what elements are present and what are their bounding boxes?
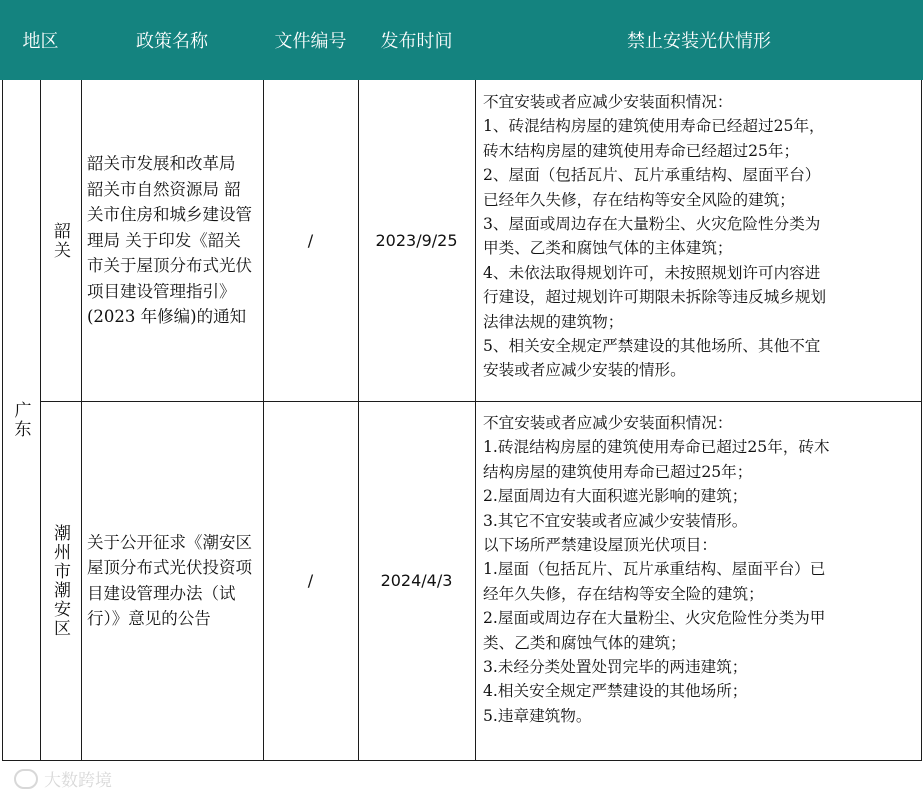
prohibit-line: 甲类、乙类和腐蚀气体的主体建筑； xyxy=(483,239,733,258)
date-cell: 2023/9/25 xyxy=(375,231,458,250)
prohibit-line: 结构房屋的建筑使用寿命已超过25年； xyxy=(483,462,753,481)
prohibit-line: 已经年久失修，存在结构等安全风险的建筑； xyxy=(483,190,795,209)
policy-name-cell xyxy=(81,401,263,760)
prohibit-line: 1、砖混结构房屋的建筑使用寿命已经超过25年， xyxy=(483,117,825,136)
prohibit-line: 5.违章建筑物。 xyxy=(483,706,592,725)
prohibit-line: 安装或者应减少安装的情形。 xyxy=(483,361,686,380)
prohibit-line: 3.其它不宜安装或者应减少安装情形。 xyxy=(483,511,748,530)
policy-name-text: 关于公开征求《潮安区屋顶分布式光伏投资项目建设管理办法（试行）》意见的公告 xyxy=(87,532,252,628)
province-cell: 广东 xyxy=(10,401,31,439)
watermark-logo-icon xyxy=(14,769,38,789)
prohibit-line: 4.相关安全规定严禁建设的其他场所； xyxy=(483,682,748,701)
header-region: 地区 xyxy=(0,0,81,80)
city-cell: 潮州市潮安区 xyxy=(50,523,70,638)
watermark-text: 大数跨境 xyxy=(44,771,112,791)
city-cell: 韶关 xyxy=(50,221,70,260)
prohibit-line: 1.屋面（包括瓦片、瓦片承重结构、屋面平台）已 xyxy=(483,560,826,579)
prohibit-line: 以下场所严禁建设屋顶光伏项目： xyxy=(483,536,717,555)
header-policy: 政策名称 xyxy=(81,0,263,80)
prohibit-line: 经年久失修，存在结构等安全险的建筑； xyxy=(483,584,764,603)
prohibit-line: 3.未经分类处置处罚完毕的两违建筑； xyxy=(483,658,748,677)
prohibit-line: 2.屋面或周边存在大量粉尘、火灾危险性分类为甲 xyxy=(483,609,826,628)
grid-line xyxy=(921,80,922,761)
doc-no-cell: / xyxy=(307,231,314,250)
prohibit-line: 不宜安装或者应减少安装面积情况： xyxy=(483,414,733,432)
prohibit-line: 行建设，超过规划许可期限未拆除等违反城乡规划 xyxy=(483,288,827,307)
prohibit-line: 1.砖混结构房屋的建筑使用寿命已超过25年，砖木 xyxy=(483,438,830,457)
prohibit-line: 不宜安装或者应减少安装面积情况： xyxy=(483,93,733,111)
prohibit-cell xyxy=(475,411,921,760)
prohibit-line: 砖木结构房屋的建筑使用寿命已经超过25年； xyxy=(483,141,800,160)
doc-no-cell: / xyxy=(307,571,314,590)
header-date: 发布时间 xyxy=(358,0,475,80)
date-cell: 2024/4/3 xyxy=(380,571,453,590)
policy-name-text: 韶关市发展和改革局 韶关市自然资源局 韶关市住房和城乡建设管理局 关于印发《韶关市关于屋顶分布式光伏项目建设管理指引》(2023 年修编)的通知 xyxy=(87,154,252,327)
watermark xyxy=(14,766,112,791)
prohibit-line: 类、乙类和腐蚀气体的建筑； xyxy=(483,633,686,652)
prohibit-line: 5、相关安全规定严禁建设的其他场所、其他不宜 xyxy=(483,337,821,356)
prohibit-line: 4、未依法取得规划许可，未按照规划许可内容进 xyxy=(483,263,821,282)
prohibit-line: 3、屋面或周边存在大量粉尘、火灾危险性分类为 xyxy=(483,215,821,234)
policy-name-cell xyxy=(81,80,263,401)
prohibit-line: 法律法规的建筑物； xyxy=(483,312,624,331)
header-prohibit: 禁止安装光伏情形 xyxy=(475,0,923,80)
grid-line xyxy=(2,760,921,761)
prohibit-line: 2.屋面周边有大面积遮光影响的建筑； xyxy=(483,487,748,506)
header-doc-no: 文件编号 xyxy=(263,0,358,80)
prohibit-line: 2、屋面（包括瓦片、瓦片承重结构、屋面平台） xyxy=(483,166,821,185)
prohibit-cell xyxy=(475,90,921,401)
